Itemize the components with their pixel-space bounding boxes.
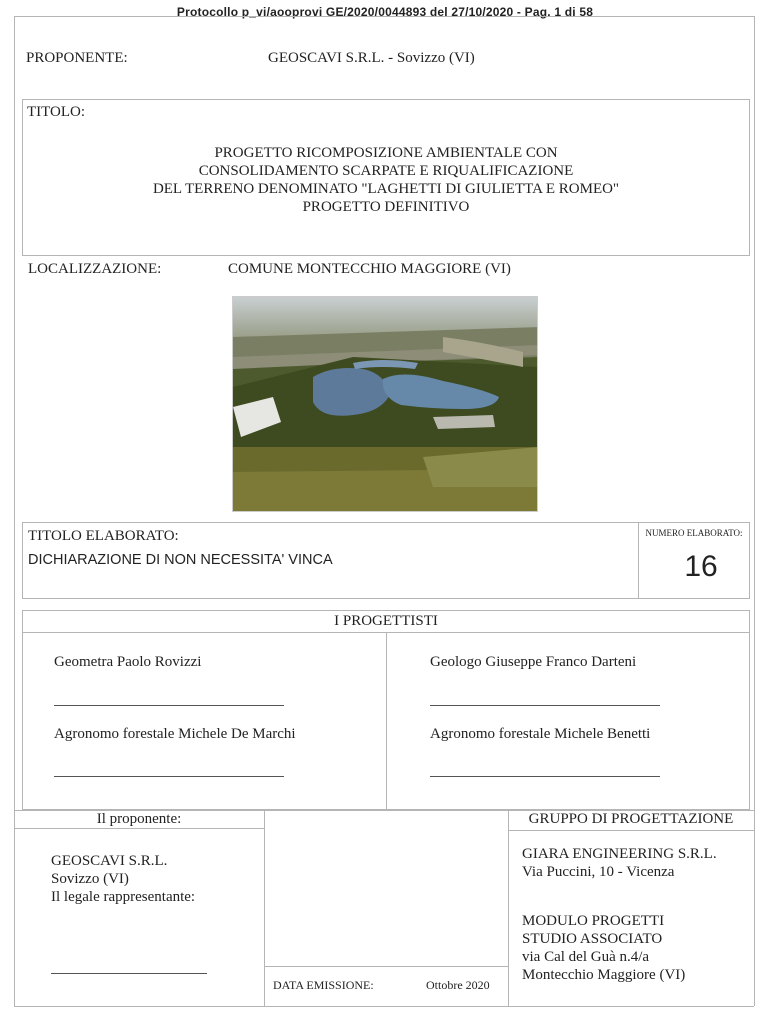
page-border-left bbox=[14, 16, 15, 1006]
elaborato-title-value: DICHIARAZIONE DI NON NECESSITA' VINCA bbox=[28, 552, 333, 568]
signature-line-2 bbox=[430, 705, 660, 706]
proponente-signature-line bbox=[51, 973, 207, 974]
protocol-header: Protocollo p_vi/aooprovi GE/2020/0044893 del 27/10/2020 - Pag. 1 di 58 bbox=[176, 5, 594, 19]
gruppo-firm-2-line-3: via Cal del Guà n.4/a bbox=[522, 949, 650, 965]
elaborato-title-label: TITOLO ELABORATO: bbox=[28, 528, 179, 544]
emissione-rule bbox=[264, 966, 508, 967]
titolo-text bbox=[22, 144, 750, 216]
proponente-box-line-1: GEOSCAVI S.R.L. bbox=[51, 853, 168, 869]
data-emissione-label: DATA EMISSIONE: bbox=[273, 978, 374, 992]
titolo-label: TITOLO: bbox=[27, 104, 86, 120]
localizzazione-value: COMUNE MONTECCHIO MAGGIORE (VI) bbox=[228, 261, 511, 277]
progettista-3-name: Agronomo forestale Michele De Marchi bbox=[54, 726, 296, 742]
gruppo-firm-2-line-1: MODULO PROGETTI bbox=[522, 913, 665, 929]
progettisti-divider bbox=[386, 632, 387, 810]
titolo-line-3: DEL TERRENO DENOMINATO "LAGHETTI DI GIULIETTA E ROMEO" bbox=[152, 181, 620, 197]
elaborato-divider bbox=[638, 522, 639, 599]
proponente-box-line-3: Il legale rappresentante: bbox=[51, 889, 196, 905]
gruppo-firm-1-line-2: Via Puccini, 10 - Vicenza bbox=[522, 864, 675, 880]
proponente-heading-rule bbox=[14, 828, 264, 829]
titolo-line-2: CONSOLIDAMENTO SCARPATE E RIQUALIFICAZIONE bbox=[198, 163, 574, 179]
progettisti-heading: I PROGETTISTI bbox=[334, 613, 438, 629]
gruppo-firm-1-line-1: GIARA ENGINEERING S.R.L. bbox=[522, 846, 717, 862]
progettista-4-name: Agronomo forestale Michele Benetti bbox=[430, 726, 651, 742]
proponente-label: PROPONENTE: bbox=[26, 50, 128, 66]
proponente-box-line-2: Sovizzo (VI) bbox=[51, 871, 129, 887]
progettista-2-name: Geologo Giuseppe Franco Darteni bbox=[430, 654, 637, 670]
bottom-divider-left bbox=[264, 810, 265, 1006]
gruppo-heading: GRUPPO DI PROGETTAZIONE bbox=[528, 811, 734, 827]
gruppo-firm-2 bbox=[522, 912, 685, 984]
localizzazione-label: LOCALIZZAZIONE: bbox=[28, 261, 162, 277]
signature-line-4 bbox=[430, 776, 660, 777]
proponente-value: GEOSCAVI S.R.L. - Sovizzo (VI) bbox=[268, 50, 475, 66]
titolo-line-1: PROGETTO RICOMPOSIZIONE AMBIENTALE CON bbox=[214, 145, 558, 161]
aerial-photo bbox=[232, 296, 538, 512]
proponente-box-heading: Il proponente: bbox=[96, 811, 182, 827]
data-emissione-value: Ottobre 2020 bbox=[426, 978, 490, 992]
gruppo-firm-2-line-2: STUDIO ASSOCIATO bbox=[522, 931, 663, 947]
proponente-box-text bbox=[51, 852, 195, 906]
page-border-right bbox=[754, 16, 755, 1006]
titolo-line-4: PROGETTO DEFINITIVO bbox=[302, 199, 470, 215]
page-border-bottom bbox=[14, 1006, 754, 1007]
bottom-divider-right bbox=[508, 810, 509, 1006]
numero-elaborato-label: NUMERO ELABORATO: bbox=[645, 528, 743, 538]
gruppo-firm-2-line-4: Montecchio Maggiore (VI) bbox=[522, 967, 686, 983]
gruppo-heading-rule bbox=[508, 830, 754, 831]
signature-line-3 bbox=[54, 776, 284, 777]
signature-line-1 bbox=[54, 705, 284, 706]
progettista-1-name: Geometra Paolo Rovizzi bbox=[54, 654, 202, 670]
numero-elaborato-value: 16 bbox=[684, 550, 718, 583]
page-border-top bbox=[14, 16, 754, 17]
gruppo-firm-1 bbox=[522, 845, 717, 881]
